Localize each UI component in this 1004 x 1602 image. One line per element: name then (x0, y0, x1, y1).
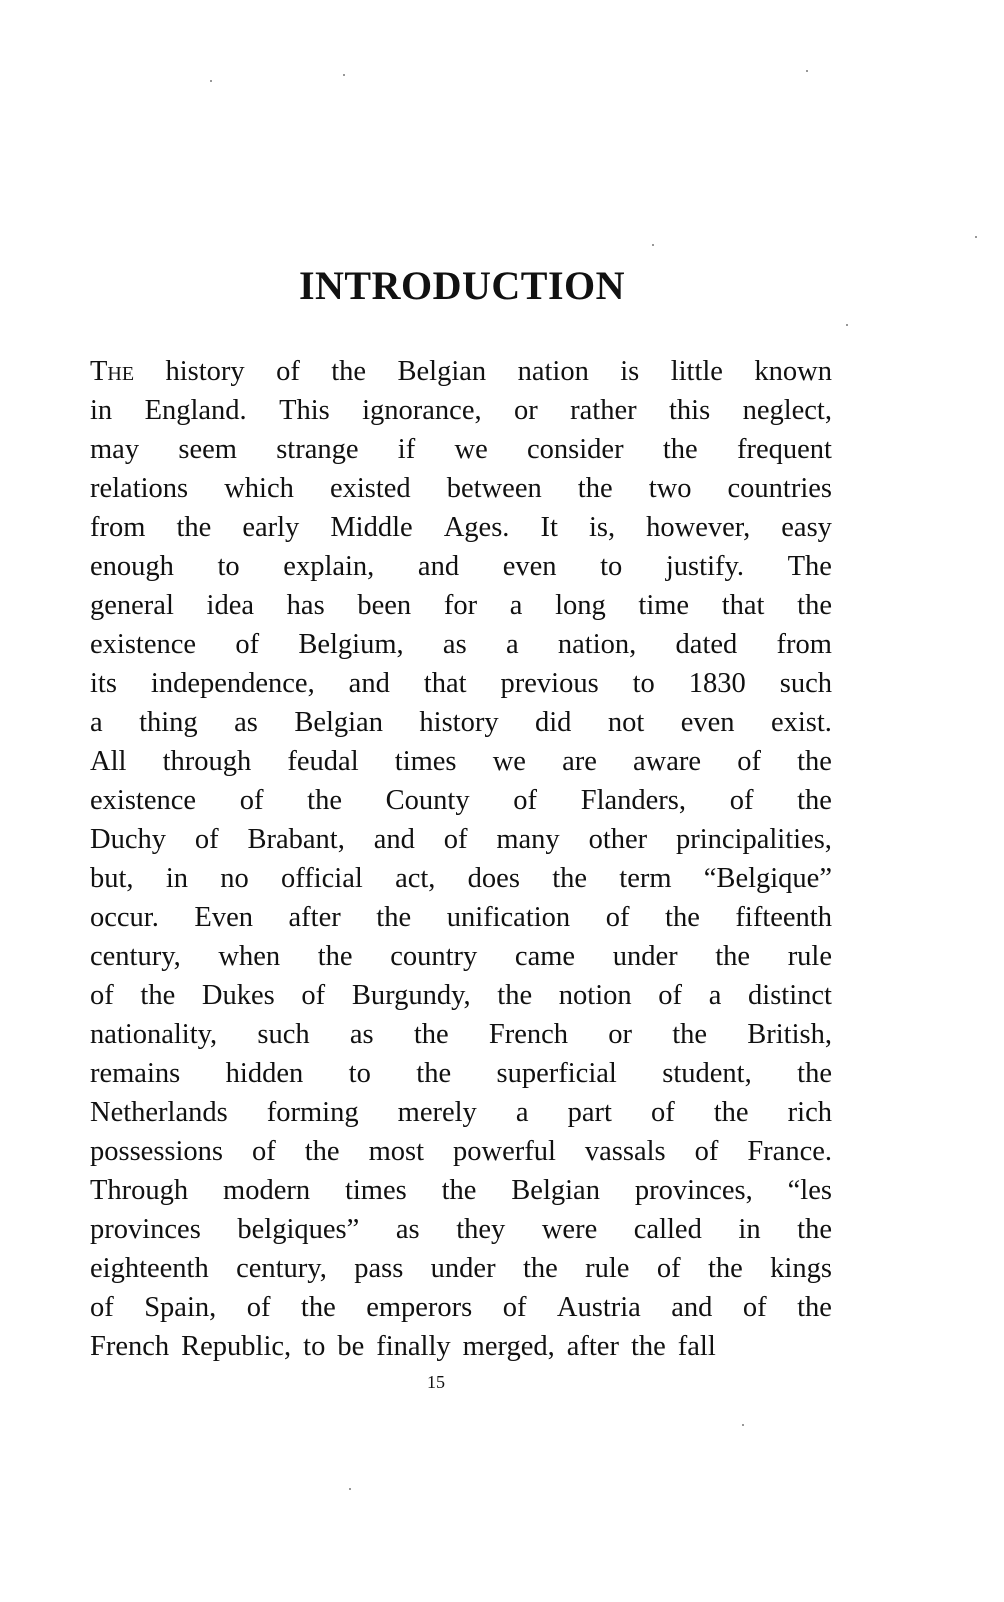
word: kings (770, 1253, 832, 1284)
scan-speck (349, 1488, 351, 1490)
word: seem (178, 434, 237, 465)
word: of (694, 1136, 719, 1167)
word: provinces, (634, 1175, 753, 1206)
word: of (301, 980, 326, 1011)
word: as (349, 1019, 374, 1050)
word: other (588, 824, 648, 855)
word: existence (90, 629, 197, 660)
word: merely (397, 1097, 477, 1128)
word: eighteenth (90, 1253, 209, 1284)
word: Through (90, 1175, 189, 1206)
word: no (220, 863, 249, 894)
word: the (665, 902, 700, 933)
word: nation (517, 356, 589, 387)
word: such (779, 668, 832, 699)
word: be (337, 1331, 365, 1362)
word: they (456, 1214, 506, 1245)
word: a (515, 1097, 529, 1128)
text-line (90, 976, 832, 1015)
word: that (721, 590, 765, 621)
text-line (90, 430, 832, 469)
word: has (286, 590, 325, 621)
word: 1830 (688, 668, 746, 699)
word: from (90, 512, 146, 543)
word: if (397, 434, 416, 465)
word: It (540, 512, 558, 543)
page-number: 15 (427, 1372, 445, 1392)
word: Belgium, (298, 629, 404, 660)
word: its (90, 668, 117, 699)
word: did (535, 707, 572, 738)
word: belgiques” (237, 1214, 360, 1245)
word: of (194, 824, 219, 855)
word: the (797, 1292, 832, 1323)
word: as (442, 629, 467, 660)
word: for (443, 590, 478, 621)
word: as (395, 1214, 420, 1245)
word: of (252, 1136, 276, 1167)
word: Dukes (201, 980, 275, 1011)
word: consider (527, 434, 624, 465)
word: the (797, 1214, 832, 1245)
text-line (90, 547, 832, 586)
text-line (90, 1054, 832, 1093)
word: in (165, 863, 188, 894)
word: British, (747, 1019, 832, 1050)
word: powerful (452, 1136, 556, 1167)
word: times (344, 1175, 407, 1206)
word: Netherlands (90, 1097, 228, 1128)
text-line (90, 1093, 832, 1132)
text-line (90, 742, 832, 781)
word: the (176, 512, 212, 543)
word: emperors (366, 1292, 473, 1323)
word: countries (727, 473, 832, 504)
scan-speck (652, 244, 654, 246)
word: most (368, 1136, 424, 1167)
word: principalities, (676, 824, 832, 855)
word: or (514, 395, 538, 426)
word: but, (90, 863, 134, 894)
word: of (658, 980, 683, 1011)
word: possessions (90, 1136, 224, 1167)
word: and (417, 551, 460, 582)
word: the (376, 902, 412, 933)
word: aware (633, 746, 702, 777)
word: independence, (150, 668, 315, 699)
word: fifteenth (735, 902, 832, 933)
word: a (708, 980, 722, 1011)
text-line (90, 820, 832, 859)
word: the (307, 785, 342, 816)
word: we (454, 434, 488, 465)
word: the (441, 1175, 477, 1206)
text-line (90, 1327, 832, 1366)
word: forming (266, 1097, 359, 1128)
word: dated (675, 629, 738, 660)
word: student, (662, 1058, 752, 1089)
word: country (390, 941, 478, 972)
word: that (423, 668, 467, 699)
word: the (317, 941, 353, 972)
word: many (496, 824, 560, 855)
word: Duchy (90, 824, 166, 855)
scan-speck (742, 1424, 744, 1426)
word: rule (787, 941, 832, 972)
word: history (419, 707, 499, 738)
word: thing (139, 707, 198, 738)
word: is, (588, 512, 616, 543)
word: the (416, 1058, 452, 1089)
word: nation, (557, 629, 637, 660)
word: of (742, 1292, 767, 1323)
word: not (607, 707, 645, 738)
scan-speck (975, 236, 977, 238)
body-text (90, 352, 832, 1366)
word: are (562, 746, 597, 777)
word: of (90, 1292, 114, 1323)
scan-speck (210, 80, 212, 82)
word: of (737, 746, 761, 777)
word: “les (787, 1175, 832, 1206)
word: fall (677, 1331, 716, 1362)
word: unification (446, 902, 571, 933)
word: the (413, 1019, 449, 1050)
word: easy (781, 512, 832, 543)
word: the (300, 1292, 336, 1323)
word: even (680, 707, 735, 738)
word: superficial (496, 1058, 617, 1089)
text-line (90, 664, 832, 703)
word: rule (585, 1253, 630, 1284)
word: times (394, 746, 457, 777)
word: early (242, 512, 300, 543)
word: strange (276, 434, 359, 465)
word: called (633, 1214, 702, 1245)
word: rich (787, 1097, 832, 1128)
word: neglect, (742, 395, 832, 426)
word: the (522, 1253, 558, 1284)
word: the (497, 980, 533, 1011)
word: distinct (748, 980, 832, 1011)
word: the (797, 1058, 832, 1089)
text-line (90, 508, 832, 547)
word: in (738, 1214, 761, 1245)
word: nationality, (90, 1019, 218, 1050)
word: modern (223, 1175, 311, 1206)
word: of (276, 356, 300, 387)
text-line (90, 1132, 832, 1171)
word: came (514, 941, 576, 972)
word: the (797, 746, 832, 777)
text-line (90, 703, 832, 742)
word: Burgundy, (351, 980, 471, 1011)
word: enough (90, 551, 174, 582)
word: Belgian (294, 707, 383, 738)
word: this (668, 395, 711, 426)
word: long (555, 590, 606, 621)
word: existed (329, 473, 411, 504)
word: Middle (330, 512, 413, 543)
word: Brabant, (247, 824, 345, 855)
word: Ages. (443, 512, 510, 543)
word: rather (570, 395, 637, 426)
word: general (90, 590, 174, 621)
word: to (632, 668, 655, 699)
word: pass (354, 1253, 404, 1284)
word: after (566, 1331, 619, 1362)
word: feudal (287, 746, 359, 777)
word: frequent (736, 434, 832, 465)
word: Republic, (181, 1331, 292, 1362)
word: and (348, 668, 390, 699)
word: France. (747, 1136, 832, 1167)
word: of (656, 1253, 681, 1284)
word: The (787, 551, 832, 582)
word: been (357, 590, 412, 621)
scan-speck (343, 74, 345, 76)
word: notion (558, 980, 632, 1011)
text-line (90, 937, 832, 976)
word: two (648, 473, 692, 504)
word: official (281, 863, 363, 894)
word: French (90, 1331, 170, 1362)
word: a (90, 707, 103, 738)
word: finally (376, 1331, 451, 1362)
text-line (90, 781, 832, 820)
text-line (90, 352, 832, 391)
word: Belgian (397, 356, 487, 387)
word: to (600, 551, 623, 582)
word: a (505, 629, 519, 660)
word: and (373, 824, 415, 855)
word: the (672, 1019, 708, 1050)
word: were (541, 1214, 598, 1245)
word: under (612, 941, 678, 972)
word: time (638, 590, 690, 621)
page-title: INTRODUCTION (298, 263, 626, 308)
word: the (707, 1253, 743, 1284)
word: of (605, 902, 630, 933)
word: the (331, 356, 367, 387)
word: of (650, 1097, 675, 1128)
word: the (577, 473, 613, 504)
text-line (90, 898, 832, 937)
word: Spain, (144, 1292, 217, 1323)
text-line (90, 859, 832, 898)
word: century, (90, 941, 181, 972)
text-line (90, 1288, 832, 1327)
text-line (90, 469, 832, 508)
word: to (348, 1058, 371, 1089)
text-line (90, 586, 832, 625)
word: merged, (462, 1331, 555, 1362)
word: does (467, 863, 520, 894)
word: from (776, 629, 832, 660)
word: All (90, 746, 127, 777)
word: even (502, 551, 557, 582)
word: the (715, 941, 751, 972)
word: the (713, 1097, 749, 1128)
word: between (446, 473, 542, 504)
word: justify. (665, 551, 745, 582)
word: of (90, 980, 114, 1011)
word: of (513, 785, 538, 816)
word: provinces (90, 1214, 201, 1245)
word: in (90, 395, 113, 426)
word: which (224, 473, 294, 504)
word: the (797, 785, 832, 816)
word: under (430, 1253, 496, 1284)
word: the (797, 590, 832, 621)
word: of (246, 1292, 271, 1323)
text-line (90, 1210, 832, 1249)
text-line (90, 1171, 832, 1210)
word: idea (206, 590, 254, 621)
word: Flanders, (580, 785, 687, 816)
word: The (90, 356, 135, 387)
word: County (385, 785, 470, 816)
word: century, (236, 1253, 327, 1284)
word: after (288, 902, 341, 933)
word: previous (500, 668, 599, 699)
word: however, (646, 512, 751, 543)
word: or (608, 1019, 632, 1050)
text-line (90, 391, 832, 430)
text-line (90, 1249, 832, 1288)
word: of (239, 785, 264, 816)
word: relations (90, 473, 189, 504)
word: Even (194, 902, 253, 933)
word: when (218, 941, 281, 972)
scan-speck (846, 324, 848, 326)
word: history (165, 356, 245, 387)
word: the (552, 863, 588, 894)
word: This (279, 395, 330, 426)
word: and (671, 1292, 713, 1323)
word: French (488, 1019, 569, 1050)
word: the (304, 1136, 340, 1167)
word: occur. (90, 902, 159, 933)
text-line (90, 625, 832, 664)
word: vassals (584, 1136, 666, 1167)
word: to (303, 1331, 326, 1362)
scan-speck (806, 70, 808, 72)
word: explain, (283, 551, 375, 582)
word: ignorance, (362, 395, 482, 426)
word: existence (90, 785, 197, 816)
word: a (509, 590, 523, 621)
word: of (443, 824, 468, 855)
word: remains (90, 1058, 181, 1089)
word: is (620, 356, 640, 387)
word: Belgian (511, 1175, 600, 1206)
word: we (492, 746, 526, 777)
word: of (235, 629, 260, 660)
word: may (90, 434, 140, 465)
word: the (662, 434, 698, 465)
word: term (619, 863, 672, 894)
word: the (140, 980, 176, 1011)
word: England. (144, 395, 247, 426)
word: known (754, 356, 832, 387)
word: Austria (556, 1292, 641, 1323)
word: such (257, 1019, 310, 1050)
word: hidden (225, 1058, 304, 1089)
word: of (502, 1292, 527, 1323)
word: of (729, 785, 754, 816)
text-line (90, 1015, 832, 1054)
word: as (234, 707, 258, 738)
word: little (670, 356, 723, 387)
word: part (567, 1097, 612, 1128)
word: to (217, 551, 240, 582)
word: through (162, 746, 252, 777)
word: the (630, 1331, 666, 1362)
word: “Belgique” (703, 863, 832, 894)
word: act, (395, 863, 436, 894)
word: exist. (770, 707, 832, 738)
